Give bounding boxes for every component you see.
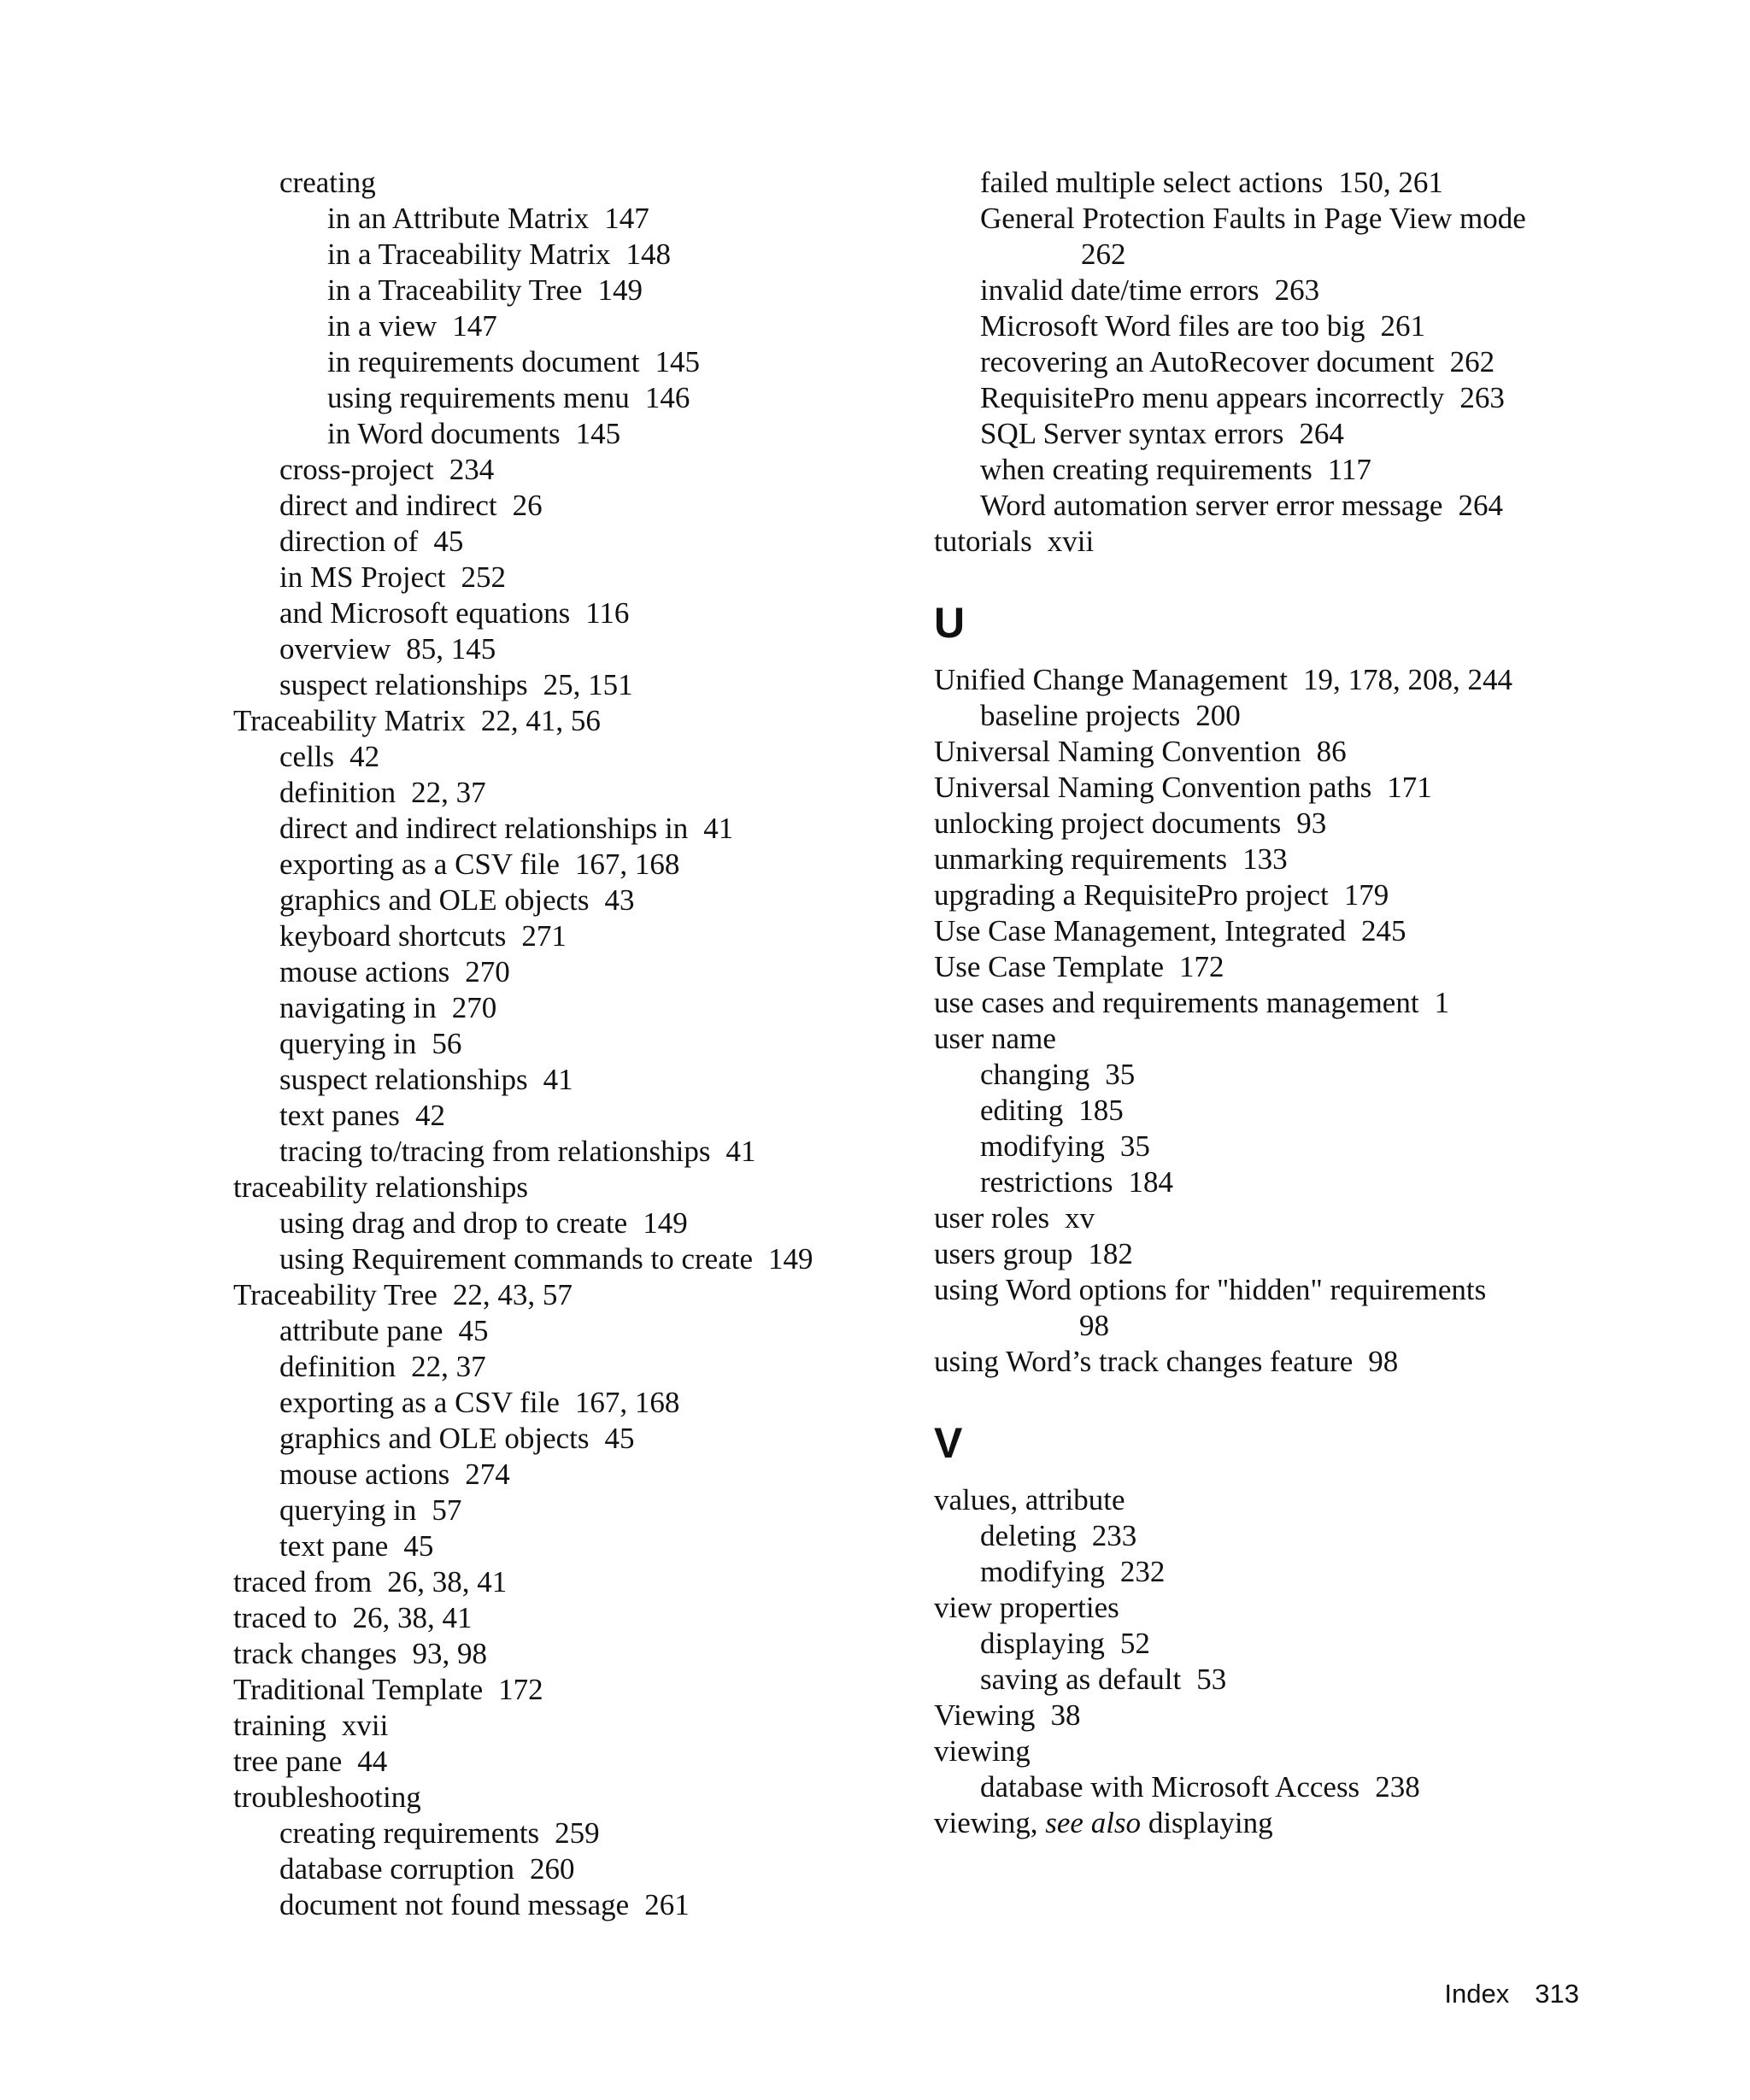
index-term: baseline projects (980, 699, 1181, 732)
index-entry-attribute-pane (233, 1313, 883, 1349)
index-entry-troubleshooting (233, 1780, 883, 1816)
index-entry-deleting (934, 1518, 1618, 1554)
index-term: traced to (233, 1601, 338, 1634)
index-page-refs: 264 (1458, 489, 1503, 522)
index-term: graphics and OLE objects (279, 883, 590, 917)
index-entry-database-with-microsoft-access (934, 1769, 1618, 1805)
index-term: in requirements document (327, 345, 640, 378)
index-term: database corruption (279, 1852, 515, 1886)
index-term: tracing to/tracing from relationships (279, 1135, 711, 1168)
index-page-refs: 234 (449, 453, 495, 486)
index-page-refs: xv (1065, 1201, 1095, 1235)
index-term: using Requirement commands to create (279, 1242, 754, 1276)
index-term: displaying (980, 1627, 1105, 1660)
index-entry-using-drag-and-drop-to-create (233, 1205, 883, 1241)
index-page-refs: 116 (585, 596, 630, 630)
index-term: cells (279, 740, 335, 773)
index-page-refs: 172 (1179, 950, 1224, 983)
index-entry-invalid-date-time-errors (934, 273, 1618, 308)
index-page-refs: 85, 145 (406, 632, 496, 666)
index-term: training (233, 1709, 326, 1742)
index-term: viewing (934, 1734, 1031, 1768)
index-page-refs: 185 (1078, 1094, 1124, 1127)
index-entry-tracing-to-tracing-from-relationships (233, 1134, 883, 1170)
index-term: in an Attribute Matrix (327, 202, 590, 235)
index-entry-unlocking-project-documents (934, 806, 1618, 842)
index-entry-mouse-actions (233, 954, 883, 990)
index-page-refs: 35 (1119, 1129, 1150, 1163)
footer-label: Index (1444, 1979, 1510, 2009)
index-term: tree pane (233, 1745, 343, 1778)
index-entry-sql-server-syntax-errors (934, 416, 1618, 452)
index-entry-suspect-relationships (233, 1062, 883, 1098)
index-term: direction of (279, 525, 419, 558)
index-page-refs: 26 (512, 489, 543, 522)
index-term: in MS Project (279, 560, 446, 594)
index-entry-requisitepro-menu-appears-incorrectly (934, 380, 1618, 416)
index-entry-use-case-management-integrated (934, 913, 1618, 949)
index-term: saving as default (980, 1663, 1182, 1696)
index-term: when creating requirements (980, 453, 1312, 486)
index-entry-creating-requirements (233, 1816, 883, 1851)
index-page-refs: 45 (433, 525, 464, 558)
index-term: in a view (327, 309, 438, 343)
index-entry-tutorials (934, 524, 1618, 560)
index-page-refs: 172 (498, 1673, 543, 1706)
section-letter-u: U (934, 599, 966, 647)
index-term: using Word’s track changes feature (934, 1345, 1354, 1378)
index-term: and Microsoft equations (279, 596, 571, 630)
index-page-refs: 263 (1274, 273, 1320, 307)
index-page-refs: 182 (1088, 1237, 1133, 1270)
index-term: Unified Change Management (934, 663, 1289, 696)
index-term: using requirements menu (327, 381, 630, 414)
index-term: SQL Server syntax errors (980, 417, 1284, 450)
index-entry-creating (233, 165, 883, 201)
page-footer (1444, 1979, 1579, 2009)
index-entry-cells (233, 739, 883, 775)
index-entry-document-not-found-message (233, 1887, 883, 1923)
index-term: Traceability Matrix (233, 704, 466, 737)
index-page-refs: 93 (1296, 807, 1327, 840)
index-term: modifying (980, 1555, 1105, 1588)
index-entry-definition (233, 775, 883, 811)
index-entry-traced-from (233, 1564, 883, 1600)
index-entry-when-creating-requirements (934, 452, 1618, 488)
index-entry-unmarking-requirements (934, 842, 1618, 877)
index-entry-navigating-in (233, 990, 883, 1026)
index-entry-editing (934, 1093, 1618, 1129)
index-term: using drag and drop to create (279, 1206, 628, 1240)
index-entry-restrictions (934, 1164, 1618, 1200)
index-term: users group (934, 1237, 1073, 1270)
index-page-refs: 45 (604, 1422, 635, 1455)
index-term: Word automation server error message (980, 489, 1443, 522)
index-entry-viewing (934, 1733, 1618, 1769)
index-page-refs: 41 (725, 1135, 756, 1168)
index-entry-in-a-view (233, 308, 883, 344)
index-page-refs: 25, 151 (543, 668, 633, 701)
index-entry-in-a-traceability-matrix (233, 237, 883, 273)
index-term: viewing, (934, 1806, 1038, 1839)
index-page-refs: 270 (465, 955, 510, 988)
index-term: changing (980, 1058, 1090, 1091)
index-entry-viewing (934, 1805, 1618, 1841)
index-page-refs: 150, 261 (1338, 166, 1443, 199)
index-term: Universal Naming Convention paths (934, 771, 1372, 804)
index-term: upgrading a RequisitePro project (934, 878, 1329, 912)
index-entry-in-word-documents (233, 416, 883, 452)
index-entry-modifying (934, 1554, 1618, 1590)
index-entry-text-pane (233, 1528, 883, 1564)
index-entry-user-roles (934, 1200, 1618, 1236)
index-page-refs: 26, 38, 41 (387, 1565, 508, 1598)
index-page-refs: 274 (465, 1458, 510, 1491)
index-term: tutorials (934, 525, 1032, 558)
index-term: unmarking requirements (934, 842, 1228, 876)
index-page-refs: 19, 178, 208, 244 (1303, 663, 1513, 696)
index-entry-microsoft-word-files-are-too-big (934, 308, 1618, 344)
index-term: restrictions (980, 1165, 1113, 1199)
index-page-refs: 260 (530, 1852, 575, 1886)
index-column-right (934, 165, 1618, 1841)
index-page-refs: 86 (1316, 735, 1347, 768)
index-entry-and-microsoft-equations (233, 595, 883, 631)
index-term: definition (279, 1350, 396, 1383)
index-entry-database-corruption (233, 1851, 883, 1887)
index-page-refs: 42 (349, 740, 380, 773)
index-term: Use Case Template (934, 950, 1165, 983)
index-page-refs: 147 (604, 202, 649, 235)
index-page-refs: 56 (432, 1027, 462, 1060)
index-term: troubleshooting (233, 1780, 421, 1814)
index-page-refs: 149 (768, 1242, 813, 1276)
index-entry-traceability-tree (233, 1277, 883, 1313)
index-page-refs: 179 (1343, 878, 1389, 912)
index-term: cross-project (279, 453, 434, 486)
index-entry-word-automation-server-error-message (934, 488, 1618, 524)
index-entry-use-case-template (934, 949, 1618, 985)
index-term: mouse actions (279, 1458, 450, 1491)
index-entry-displaying (934, 1626, 1618, 1662)
index-page-refs: 200 (1195, 699, 1241, 732)
index-entry-mouse-actions (233, 1457, 883, 1493)
index-term: General Protection Faults in Page View mode (980, 202, 1526, 235)
index-page-refs: 41 (543, 1063, 573, 1096)
index-term: Use Case Management, Integrated (934, 914, 1347, 947)
index-entry-in-ms-project (233, 560, 883, 595)
index-term: Microsoft Word files are too big (980, 309, 1365, 343)
index-page-refs: 167, 168 (574, 1386, 680, 1419)
index-page-refs: 117 (1327, 453, 1371, 486)
index-page-refs: 261 (1380, 309, 1425, 343)
index-term: in a Traceability Tree (327, 273, 583, 307)
index-page-refs: 264 (1299, 417, 1344, 450)
index-term: querying in (279, 1493, 417, 1527)
index-term: recovering an AutoRecover document (980, 345, 1435, 378)
index-entry-using-requirement-commands-to-create (233, 1241, 883, 1277)
index-page-refs: 148 (625, 238, 671, 271)
index-page-refs: 22, 37 (411, 1350, 486, 1383)
index-entry-graphics-and-ole-objects (233, 883, 883, 918)
index-entry-traced-to (233, 1600, 883, 1636)
index-page-refs: 146 (644, 381, 690, 414)
index-term: keyboard shortcuts (279, 919, 507, 953)
index-page-refs: 145 (655, 345, 700, 378)
index-entry-upgrading-a-requisitepro-project (934, 877, 1618, 913)
index-entry-in-a-traceability-tree (233, 273, 883, 308)
index-page-refs: 252 (461, 560, 506, 594)
index-entry-overview (233, 631, 883, 667)
index-page-refs-continued: 98 (1079, 1309, 1109, 1342)
index-term: failed multiple select actions (980, 166, 1324, 199)
index-page-refs: 42 (414, 1099, 445, 1132)
index-page-refs: 145 (575, 417, 621, 450)
index-term: querying in (279, 1027, 417, 1060)
index-page-refs: 133 (1242, 842, 1288, 876)
index-page-refs: 147 (452, 309, 497, 343)
index-entry-traceability-matrix (233, 703, 883, 739)
index-page-refs: 43 (604, 883, 635, 917)
index-entry-use-cases-and-requirements-management (934, 985, 1618, 1021)
index-term: overview (279, 632, 391, 666)
index-entry-keyboard-shortcuts (233, 918, 883, 954)
index-term: in Word documents (327, 417, 561, 450)
index-term: suspect relationships (279, 1063, 528, 1096)
index-term: Viewing (934, 1698, 1036, 1732)
index-entry-training (233, 1708, 883, 1744)
index-entry-direct-and-indirect (233, 488, 883, 524)
section-letter-v: V (934, 1419, 963, 1467)
index-entry-in-requirements-document (233, 344, 883, 380)
index-page-refs-continued: 262 (1081, 238, 1126, 271)
index-entry-traditional-template (233, 1672, 883, 1708)
index-page-refs: 233 (1091, 1519, 1137, 1552)
index-term: exporting as a CSV file (279, 848, 560, 881)
index-entry-tree-pane (233, 1744, 883, 1780)
index-term: modifying (980, 1129, 1105, 1163)
index-page-refs: 22, 41, 56 (480, 704, 601, 737)
index-term: Universal Naming Convention (934, 735, 1301, 768)
index-entry-in-an-attribute-matrix (233, 201, 883, 237)
index-page-refs: 98 (1368, 1345, 1399, 1378)
index-page-refs: 259 (555, 1816, 600, 1850)
index-term: in a Traceability Matrix (327, 238, 611, 271)
index-entry-failed-multiple-select-actions (934, 165, 1618, 201)
page-number: 313 (1535, 1979, 1579, 2009)
index-page-refs: 41 (703, 812, 734, 845)
index-page-refs: 270 (451, 991, 497, 1024)
index-entry-using-word-options-for-hidden-requiremen (934, 1272, 1618, 1344)
cross-reference-see-also: see also (1045, 1806, 1142, 1839)
index-entry-unified-change-management (934, 662, 1618, 698)
index-entry-querying-in (233, 1026, 883, 1062)
index-term: creating (279, 166, 376, 199)
index-page-refs: 167, 168 (574, 848, 680, 881)
index-term: view properties (934, 1591, 1119, 1624)
index-page-refs: 263 (1459, 381, 1505, 414)
index-term: user roles (934, 1201, 1050, 1235)
index-entry-track-changes (233, 1636, 883, 1672)
cross-reference-target: displaying (1148, 1806, 1273, 1839)
index-term: text pane (279, 1529, 389, 1563)
index-term: Traceability Tree (233, 1278, 438, 1311)
index-page-refs: 22, 37 (411, 776, 486, 809)
index-page-refs: 149 (597, 273, 643, 307)
index-term: traced from (233, 1565, 373, 1598)
index-term: suspect relationships (279, 668, 528, 701)
index-entry-universal-naming-convention-paths (934, 770, 1618, 806)
index-entry-baseline-projects (934, 698, 1618, 734)
index-term: track changes (233, 1637, 397, 1670)
index-entry-recovering-an-autorecover-document (934, 344, 1618, 380)
index-page-refs: 53 (1196, 1663, 1227, 1696)
index-page-refs: 45 (458, 1314, 489, 1347)
index-term: navigating in (279, 991, 437, 1024)
index-page-refs: 238 (1375, 1770, 1420, 1804)
index-entry-general-protection-faults-in-page-view-m (934, 201, 1618, 273)
index-entry-saving-as-default (934, 1662, 1618, 1698)
index-entry-users-group (934, 1236, 1618, 1272)
index-entry-modifying (934, 1129, 1618, 1164)
index-page-refs: 44 (357, 1745, 388, 1778)
index-term: document not found message (279, 1888, 630, 1921)
index-page-refs: 262 (1449, 345, 1495, 378)
index-page-refs: 22, 43, 57 (452, 1278, 573, 1311)
index-term: graphics and OLE objects (279, 1422, 590, 1455)
index-term: exporting as a CSV file (279, 1386, 560, 1419)
index-page-refs: 26, 38, 41 (352, 1601, 473, 1634)
index-entry-text-panes (233, 1098, 883, 1134)
index-term: using Word options for "hidden" requirements (934, 1273, 1487, 1306)
index-entry-exporting-as-a-csv-file (233, 847, 883, 883)
index-page-refs: 1 (1434, 986, 1450, 1019)
index-page-refs: 45 (403, 1529, 434, 1563)
index-entry-user-name (934, 1021, 1618, 1057)
index-term: invalid date/time errors (980, 273, 1260, 307)
index-entry-values-attribute (934, 1482, 1618, 1518)
index-term: creating requirements (279, 1816, 540, 1850)
index-term: use cases and requirements management (934, 986, 1419, 1019)
index-entry-universal-naming-convention (934, 734, 1618, 770)
index-entry-exporting-as-a-csv-file (233, 1385, 883, 1421)
index-page-refs: xvii (1047, 525, 1095, 558)
index-column-left (233, 165, 883, 1923)
index-term: editing (980, 1094, 1064, 1127)
index-page-refs: 171 (1387, 771, 1432, 804)
index-page-refs: 38 (1050, 1698, 1081, 1732)
index-term: database with Microsoft Access (980, 1770, 1360, 1804)
index-term: direct and indirect (279, 489, 497, 522)
index-term: traceability relationships (233, 1170, 529, 1204)
index-entry-querying-in (233, 1493, 883, 1528)
index-term: Traditional Template (233, 1673, 484, 1706)
index-entry-view-properties (934, 1590, 1618, 1626)
index-page-refs: 271 (521, 919, 567, 953)
index-term: direct and indirect relationships in (279, 812, 689, 845)
index-page-refs: 261 (644, 1888, 690, 1921)
index-entry-definition (233, 1349, 883, 1385)
index-term: definition (279, 776, 396, 809)
index-entry-suspect-relationships (233, 667, 883, 703)
index-page-refs: 184 (1128, 1165, 1174, 1199)
index-term: unlocking project documents (934, 807, 1282, 840)
index-entry-traceability-relationships (233, 1170, 883, 1205)
index-term: text panes (279, 1099, 400, 1132)
index-entry-using-word-s-track-changes-feature (934, 1344, 1618, 1380)
index-page-refs: 52 (1119, 1627, 1150, 1660)
index-entry-direction-of (233, 524, 883, 560)
index-page-refs: 232 (1119, 1555, 1166, 1588)
index-term: user name (934, 1022, 1056, 1055)
index-entry-viewing (934, 1698, 1618, 1733)
index-entry-changing (934, 1057, 1618, 1093)
index-term: deleting (980, 1519, 1077, 1552)
index-page-refs: 57 (432, 1493, 462, 1527)
index-term: attribute pane (279, 1314, 443, 1347)
index-page-refs: 245 (1361, 914, 1406, 947)
index-entry-direct-and-indirect-relationships-in (233, 811, 883, 847)
index-term: mouse actions (279, 955, 450, 988)
index-page-refs: 35 (1105, 1058, 1136, 1091)
index-entry-cross-project (233, 452, 883, 488)
index-page-refs: 149 (643, 1206, 688, 1240)
index-entry-using-requirements-menu (233, 380, 883, 416)
index-page-refs: 93, 98 (412, 1637, 487, 1670)
index-page-refs: xvii (341, 1709, 389, 1742)
index-term: values, attribute (934, 1483, 1125, 1516)
index-entry-graphics-and-ole-objects (233, 1421, 883, 1457)
index-term: RequisitePro menu appears incorrectly (980, 381, 1445, 414)
